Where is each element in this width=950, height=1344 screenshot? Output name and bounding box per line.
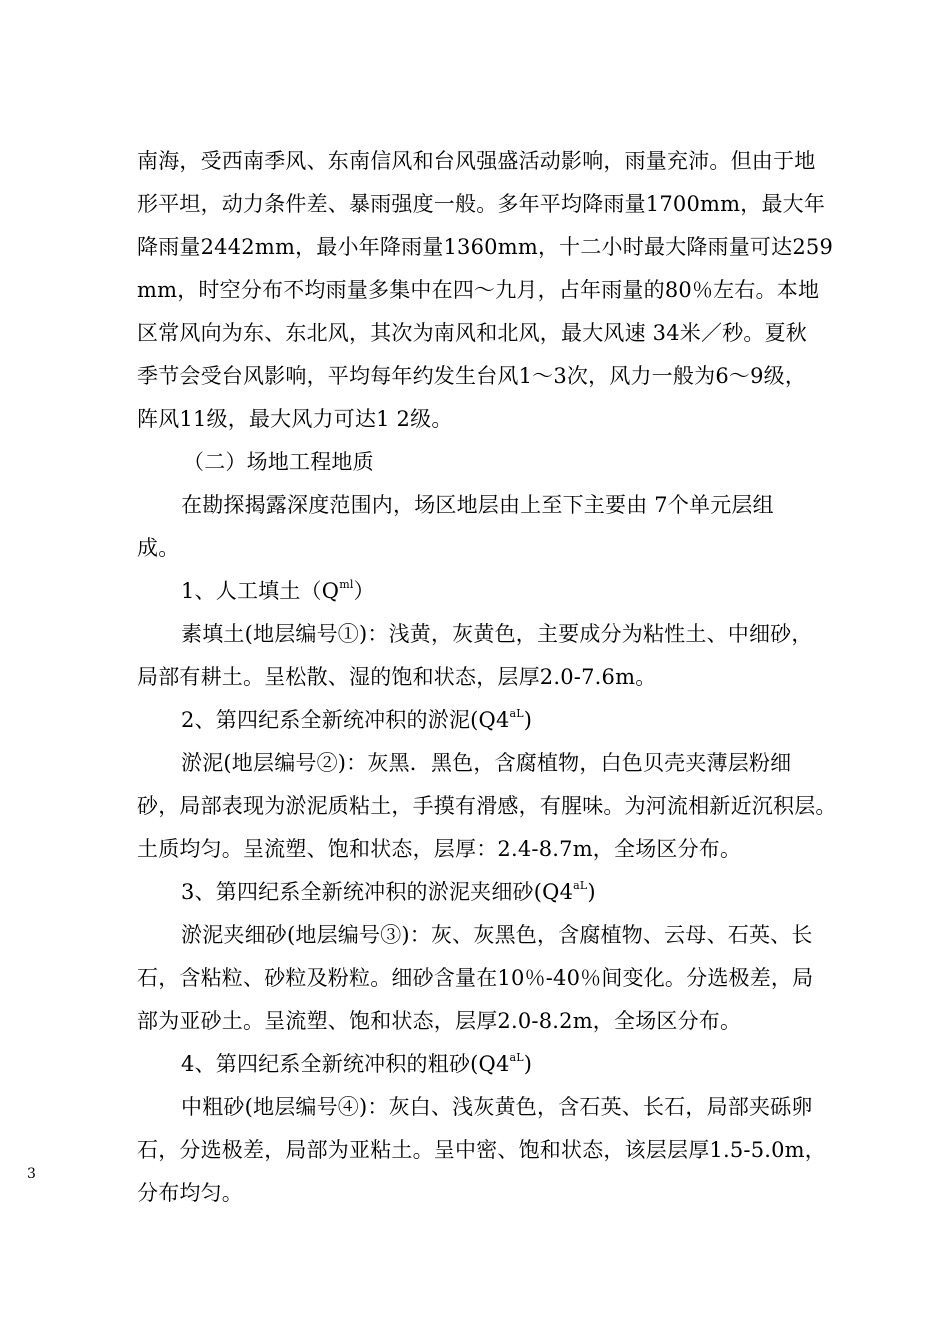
layer4-heading-end: ) [523,1052,533,1076]
section-heading: （二）场地工程地质 [183,450,374,474]
layer3-heading-sup: aL [573,879,588,892]
layer4-desc-line: 中粗砂(地层编号④)：灰白、浅灰黄色，含石英、长石，局部夹砾卵 [181,1095,813,1119]
layer4-heading [137,1043,827,1086]
layer4-desc-line: 分布均匀。 [137,1181,243,1205]
body-text [137,140,837,1215]
layer2-desc-line: 土质均匀。呈流塑、饱和状态，层厚：2.4-8.7m，全场区分布。 [137,837,742,861]
layer2-heading-text: 2、第四纪系全新统冲积的淤泥(Q4 [181,708,510,732]
layer3-heading-end: ) [587,880,596,904]
layer1-heading-sup: ml [339,578,354,591]
paragraph-line: 区常风向为东、东北风，其次为南风和北风，最大风速 34米／秒。夏秋 [137,321,807,345]
layer3-desc-line: 石，含粘粒、砂粒及粉粒。细砂含量在10％-40％间变化。分选极差，局 [137,966,814,990]
paragraph-line: 降雨量2442mm，最小年降雨量1360mm，十二小时最大降雨量可达259 [137,235,834,259]
layer2-desc-line: 砂，局部表现为淤泥质粘土，手摸有滑感，有腥味。为河流相新近沉积层。 [137,794,837,818]
layer4-desc-line: 石，分选极差，局部为亚粘土。呈中密、饱和状态，该层层厚1.5-5.0m， [137,1138,827,1162]
intro-line: 在勘探揭露深度范围内，场区地层由上至下主要由 7个单元层组 [181,493,774,517]
page-number: 3 [27,1166,36,1182]
layer2-heading-end: ) [523,708,533,732]
layer1-desc-line: 局部有耕土。呈松散、湿的饱和状态，层厚2.0-7.6m。 [137,665,657,689]
layer2-desc-line: 淤泥(地层编号②)：灰黑．黑色，含腐植物，白色贝壳夹薄层粉细 [181,751,792,775]
layer4-heading-sup: aL [509,1051,524,1064]
intro-line: 成。 [137,536,180,560]
layer2-heading [137,699,827,742]
layer3-heading-text: 3、第四纪系全新统冲积的淤泥夹细砂(Q4 [181,880,574,904]
paragraph-line: 形平坦，动力条件差、暴雨强度一般。多年平均降雨量1700mm，最大年 [137,192,826,216]
layer3-heading [137,871,827,914]
layer1-heading-text: 1、人工填土（Q [181,579,340,603]
paragraph-line: 阵风11级，最大风力可达1 2级。 [137,407,453,431]
paragraph-line: 南海，受西南季风、东南信风和台风强盛活动影响，雨量充沛。但由于地 [137,149,816,173]
paragraph-line: 季节会受台风影响，平均每年约发生台风1～3次，风力一般为6～9级， [137,364,807,388]
layer3-desc-line: 淤泥夹细砂(地层编号③)：灰、灰黑色，含腐植物、云母、石英、长 [181,923,813,947]
layer3-desc-line: 部为亚砂土。呈流塑、饱和状态，层厚2.0-8.2m，全场区分布。 [137,1009,742,1033]
layer2-heading-sup: aL [509,707,524,720]
layer1-heading-end: ） [353,579,375,603]
layer1-heading [137,570,827,613]
layer1-desc-line: 素填土(地层编号①)：浅黄，灰黄色，主要成分为粘性土、中细砂， [181,622,813,646]
layer4-heading-text: 4、第四纪系全新统冲积的粗砂(Q4 [181,1052,510,1076]
paragraph-line: mm，时空分布不均雨量多集中在四～九月，占年雨量的80％左右。本地 [137,278,820,302]
